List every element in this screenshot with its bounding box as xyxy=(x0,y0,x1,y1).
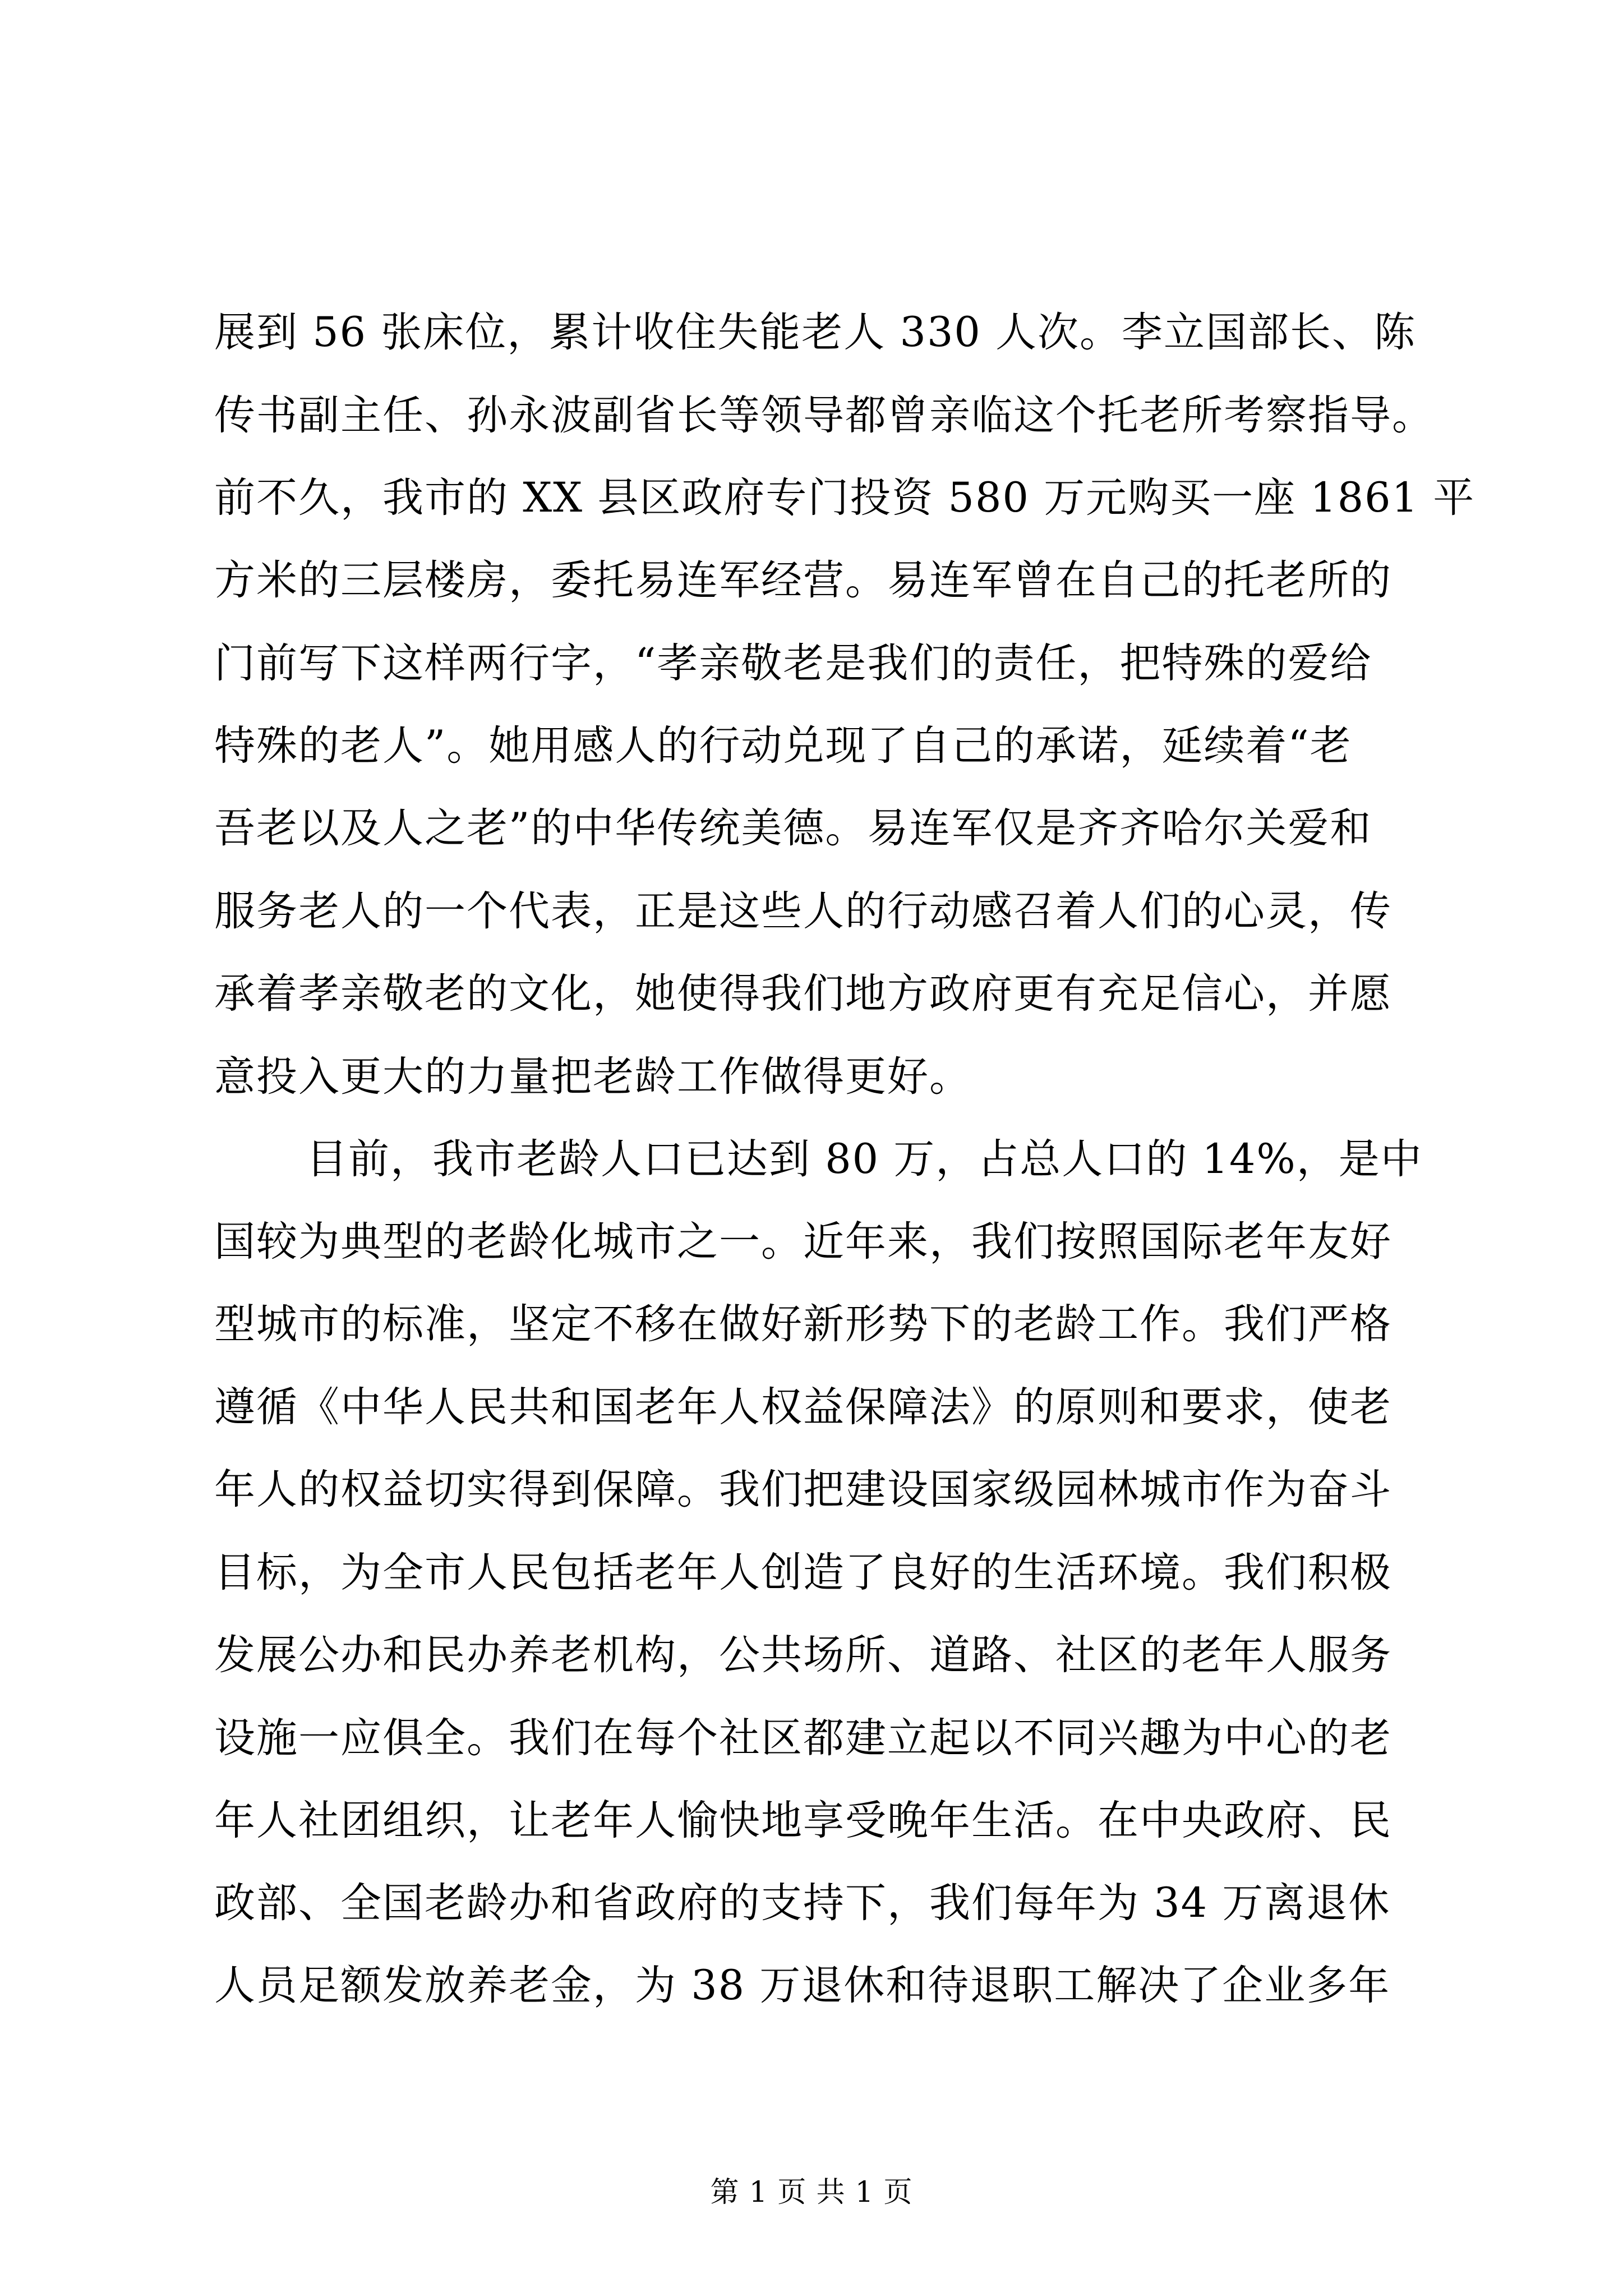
text-line: 门前写下这样两行字，“孝亲敬老是我们的责任，把特殊的爱给 xyxy=(214,639,1372,687)
paragraph-first-line: 目前，我市老龄人口已达到 80 万，占总人口的 14%，是中 xyxy=(306,1135,1423,1183)
text-line: 发展公办和民办养老机构，公共场所、道路、社区的老年人服务 xyxy=(214,1631,1392,1679)
text-line: 年人社团组织，让老年人愉快地享受晚年生活。在中央政府、民 xyxy=(214,1797,1392,1844)
text-line: 国较为典型的老龄化城市之一。近年来，我们按照国际老年友好 xyxy=(214,1218,1392,1266)
text-line: 特殊的老人”。她用感人的行动兑现了自己的承诺，延续着“老 xyxy=(214,722,1352,770)
text-line: 前不久，我市的 XX 县区政府专门投资 580 万元购买一座 1861 平 xyxy=(214,474,1476,522)
text-line: 年人的权益切实得到保障。我们把建设国家级园林城市作为奋斗 xyxy=(214,1466,1392,1513)
text-line: 意投入更大的力量把老龄工作做得更好。 xyxy=(214,1053,971,1101)
text-line: 承着孝亲敬老的文化，她使得我们地方政府更有充足信心，并愿 xyxy=(214,970,1392,1018)
text-line: 展到 56 张床位，累计收住失能老人 330 人次。李立国部长、陈 xyxy=(214,309,1417,356)
text-line: 方米的三层楼房，委托易连军经营。易连军曾在自己的托老所的 xyxy=(214,556,1392,604)
text-line: 人员足额发放养老金，为 38 万退休和待退职工解决了企业多年 xyxy=(214,1962,1391,2009)
text-line: 服务老人的一个代表，正是这些人的行动感召着人们的心灵，传 xyxy=(214,887,1392,935)
text-line: 遵循《中华人民共和国老年人权益保障法》的原则和要求，使老 xyxy=(214,1383,1392,1431)
text-line: 传书副主任、孙永波副省长等领导都曾亲临这个托老所考察指导。 xyxy=(214,392,1434,439)
text-line: 目标，为全市人民包括老年人创造了良好的生活环境。我们积极 xyxy=(214,1549,1392,1596)
page-footer xyxy=(0,2178,1623,2207)
text-line: 政部、全国老龄办和省政府的支持下，我们每年为 34 万离退休 xyxy=(214,1879,1391,1927)
text-line: 吾老以及人之老”的中华传统美德。易连军仅是齐齐哈尔关爱和 xyxy=(214,804,1372,852)
page-number: 第 1 页 共 1 页 xyxy=(710,2176,913,2209)
text-line: 设施一应俱全。我们在每个社区都建立起以不同兴趣为中心的老 xyxy=(214,1714,1392,1762)
text-line: 型城市的标准，坚定不移在做好新形势下的老龄工作。我们严格 xyxy=(214,1300,1392,1348)
